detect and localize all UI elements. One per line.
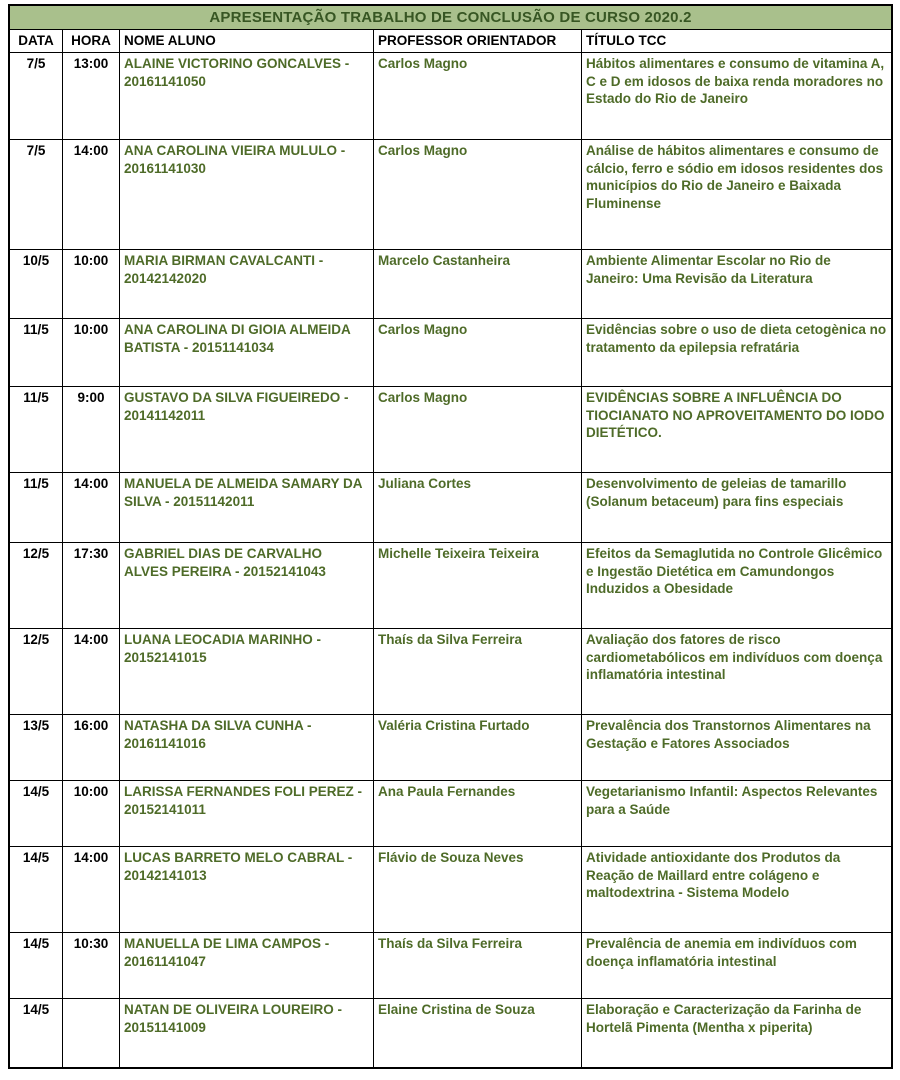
table-row <box>10 473 891 543</box>
column-header-nome-aluno: NOME ALUNO <box>120 30 374 52</box>
cell-nome-aluno: GUSTAVO DA SILVA FIGUEIREDO - 20141142011 <box>120 387 374 472</box>
table-header-row <box>10 30 891 53</box>
column-header-hora: HORA <box>63 30 120 52</box>
cell-data: 14/5 <box>10 781 63 846</box>
cell-professor-orientador: Flávio de Souza Neves <box>374 847 582 932</box>
cell-titulo-tcc: Análise de hábitos alimentares e consumo de cálcio, ferro e sódio em idosos residentes dos municípios do Rio de Janeiro e Baixada Fluminense <box>586 142 884 212</box>
cell-hora: 10:00 <box>63 319 120 386</box>
cell-hora: 10:00 <box>63 781 120 846</box>
column-header-professor-orientador: PROFESSOR ORIENTADOR <box>374 30 582 52</box>
cell-titulo-tcc: Prevalência de anemia em indivíduos com doença inflamatória intestinal <box>586 935 857 969</box>
table-row <box>10 847 891 933</box>
tcc-schedule-table <box>8 4 893 1069</box>
cell-titulo-tcc: Desenvolvimento de geleias de tamarillo (Solanum betaceum) para fins especiais <box>586 475 847 509</box>
cell-hora: 14:00 <box>63 629 120 714</box>
cell-nome-aluno: LUCAS BARRETO MELO CABRAL - 20142141013 <box>120 847 374 932</box>
cell-professor-orientador: Juliana Cortes <box>374 473 582 542</box>
cell-hora: 14:00 <box>63 140 120 249</box>
cell-data: 7/5 <box>10 53 63 139</box>
cell-titulo-tcc: Ambiente Alimentar Escolar no Rio de Janeiro: Uma Revisão da Literatura <box>586 252 831 286</box>
cell-hora: 14:00 <box>63 473 120 542</box>
table-row <box>10 781 891 847</box>
cell-professor-orientador: Carlos Magno <box>374 319 582 386</box>
cell-hora: 9:00 <box>63 387 120 472</box>
table-row <box>10 543 891 629</box>
cell-titulo-tcc: Hábitos alimentares e consumo de vitamina A, C e D em idosos de baixa renda moradores no Estado do Rio de Janeiro <box>586 55 885 107</box>
cell-nome-aluno: MARIA BIRMAN CAVALCANTI - 20142142020 <box>120 250 374 318</box>
table-row <box>10 140 891 250</box>
cell-hora: 17:30 <box>63 543 120 628</box>
cell-nome-aluno: NATAN DE OLIVEIRA LOUREIRO - 20151141009 <box>120 999 374 1067</box>
cell-nome-aluno: LARISSA FERNANDES FOLI PEREZ - 20152141011 <box>120 781 374 846</box>
cell-data: 14/5 <box>10 933 63 998</box>
cell-data: 11/5 <box>10 387 63 472</box>
cell-nome-aluno: LUANA LEOCADIA MARINHO - 20152141015 <box>120 629 374 714</box>
cell-data: 12/5 <box>10 543 63 628</box>
cell-titulo-tcc: Vegetarianismo Infantil: Aspectos Relevantes para a Saúde <box>586 783 878 817</box>
table-row <box>10 53 891 140</box>
cell-professor-orientador: Ana Paula Fernandes <box>374 781 582 846</box>
cell-titulo-tcc: Elaboração e Caracterização da Farinha de Hortelã Pimenta (Mentha x piperita) <box>586 1001 862 1035</box>
cell-hora: 13:00 <box>63 53 120 139</box>
cell-hora: 16:00 <box>63 715 120 780</box>
table-row <box>10 999 891 1067</box>
cell-professor-orientador: Valéria Cristina Furtado <box>374 715 582 780</box>
cell-nome-aluno: MANUELLA DE LIMA CAMPOS - 20161141047 <box>120 933 374 998</box>
cell-professor-orientador: Michelle Teixeira Teixeira <box>374 543 582 628</box>
table-title: APRESENTAÇÃO TRABALHO DE CONCLUSÃO DE CURSO 2020.2 <box>10 6 891 30</box>
cell-titulo-tcc: Avaliação dos fatores de risco cardiometabólicos em indivíduos com doença inflamatória intestinal <box>586 631 883 683</box>
cell-nome-aluno: GABRIEL DIAS DE CARVALHO ALVES PEREIRA - 20152141043 <box>120 543 374 628</box>
table-row <box>10 387 891 473</box>
column-header-data: DATA <box>10 30 63 52</box>
table-row <box>10 629 891 715</box>
cell-nome-aluno: MANUELA DE ALMEIDA SAMARY DA SILVA - 20151142011 <box>120 473 374 542</box>
cell-nome-aluno: NATASHA DA SILVA CUNHA - 20161141016 <box>120 715 374 780</box>
table-row <box>10 319 891 387</box>
cell-data: 14/5 <box>10 847 63 932</box>
cell-data: 11/5 <box>10 319 63 386</box>
cell-hora: 14:00 <box>63 847 120 932</box>
cell-hora <box>63 999 120 1067</box>
cell-titulo-tcc: Evidências sobre o uso de dieta cetogènica no tratamento da epilepsia refratária <box>586 321 887 355</box>
cell-titulo-tcc: EVIDÊNCIAS SOBRE A INFLUÊNCIA DO TIOCIANATO NO APROVEITAMENTO DO IODO DIETÉTICO. <box>586 389 885 441</box>
cell-nome-aluno: ANA CAROLINA VIEIRA MULULO - 20161141030 <box>120 140 374 249</box>
cell-titulo-tcc: Prevalência dos Transtornos Alimentares na Gestação e Fatores Associados <box>586 717 871 751</box>
table-body <box>10 53 891 1067</box>
cell-data: 10/5 <box>10 250 63 318</box>
cell-data: 14/5 <box>10 999 63 1067</box>
table-row <box>10 250 891 319</box>
cell-professor-orientador: Carlos Magno <box>374 140 582 249</box>
cell-nome-aluno: ALAINE VICTORINO GONCALVES - 20161141050 <box>120 53 374 139</box>
cell-data: 12/5 <box>10 629 63 714</box>
cell-professor-orientador: Carlos Magno <box>374 53 582 139</box>
cell-professor-orientador: Elaine Cristina de Souza <box>374 999 582 1067</box>
cell-data: 11/5 <box>10 473 63 542</box>
cell-professor-orientador: Thaís da Silva Ferreira <box>374 629 582 714</box>
cell-data: 7/5 <box>10 140 63 249</box>
cell-hora: 10:30 <box>63 933 120 998</box>
table-row <box>10 715 891 781</box>
cell-data: 13/5 <box>10 715 63 780</box>
cell-titulo-tcc: Atividade antioxidante dos Produtos da Reação de Maillard entre colágeno e maltodextrina - Sistema Modelo <box>586 849 841 901</box>
cell-nome-aluno: ANA CAROLINA DI GIOIA ALMEIDA BATISTA - 20151141034 <box>120 319 374 386</box>
cell-professor-orientador: Thaís da Silva Ferreira <box>374 933 582 998</box>
cell-professor-orientador: Carlos Magno <box>374 387 582 472</box>
cell-hora: 10:00 <box>63 250 120 318</box>
cell-professor-orientador: Marcelo Castanheira <box>374 250 582 318</box>
column-header-titulo-tcc: TÍTULO TCC <box>586 33 667 48</box>
table-row <box>10 933 891 999</box>
cell-titulo-tcc: Efeitos da Semaglutida no Controle Glicêmico e Ingestão Dietética em Camundongos Induzidos a Obesidade <box>586 545 883 597</box>
